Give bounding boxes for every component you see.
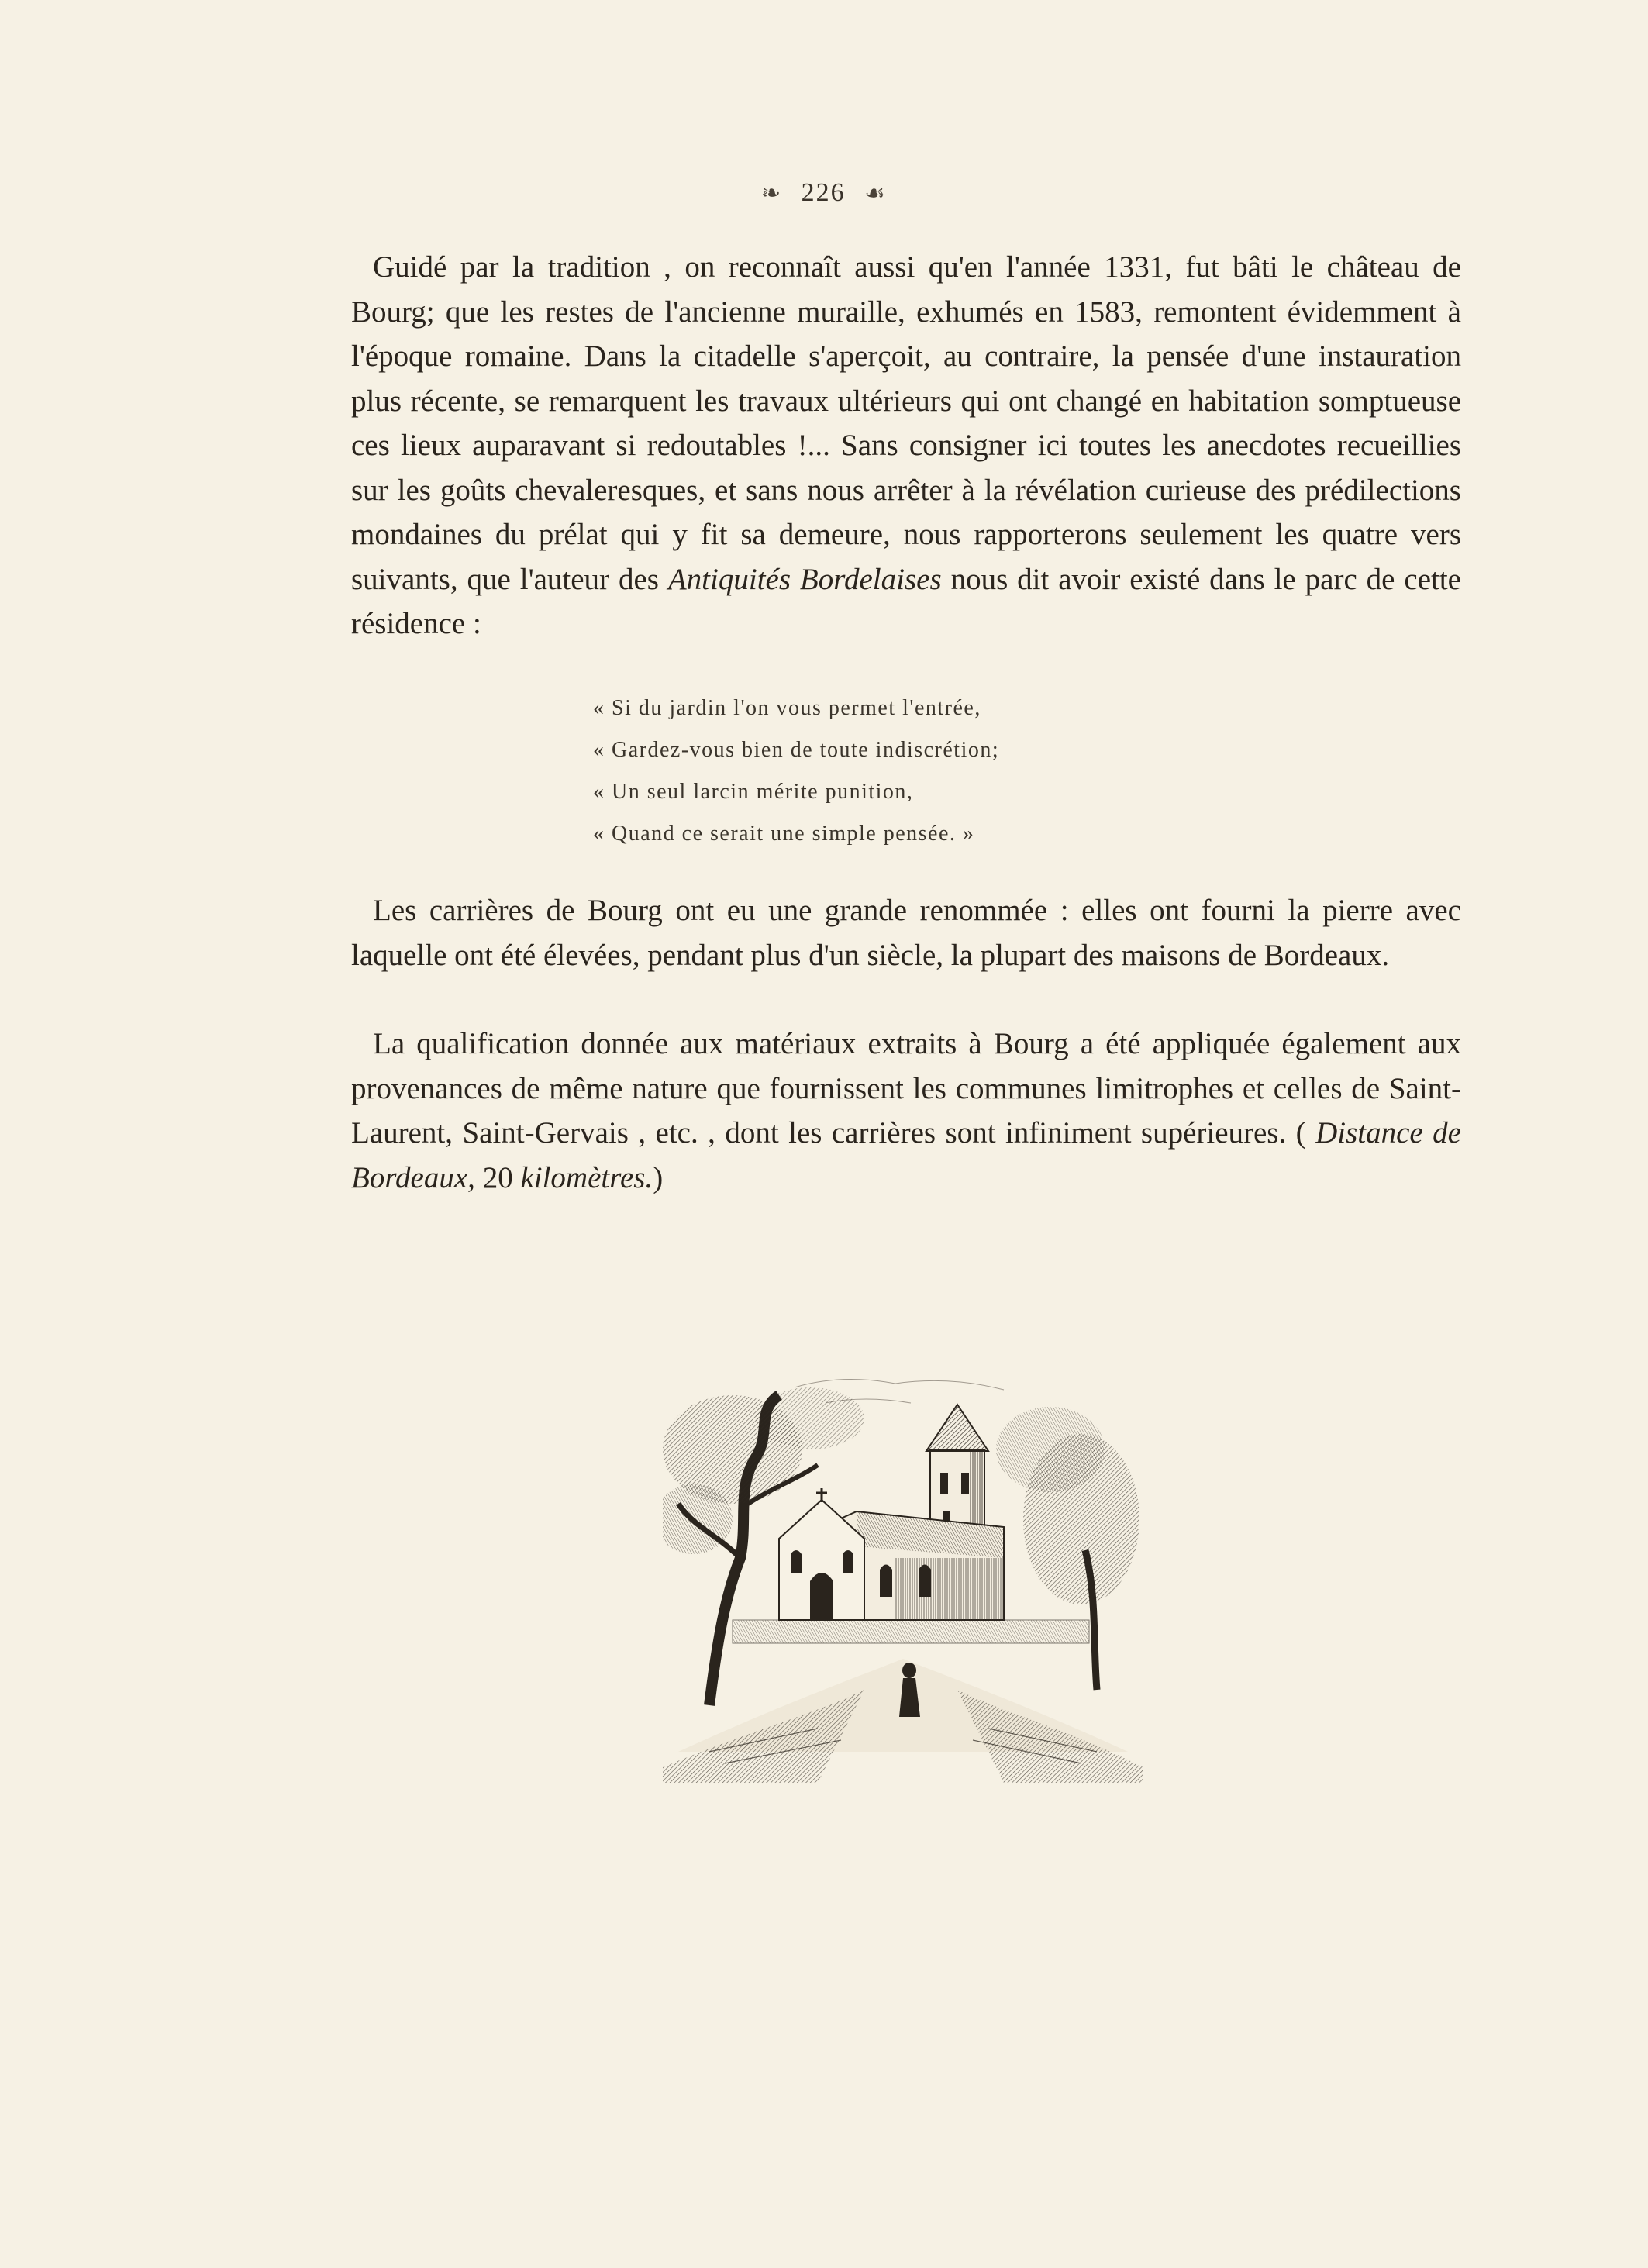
church-engraving-icon: [663, 1364, 1143, 1783]
ornament-right-icon: ☙: [864, 181, 888, 206]
page-number: 226: [801, 178, 846, 207]
paragraph-3-text: La qualification donnée aux matériaux extraits à Bourg a été appliquée également aux provenances de même nature que fournissent les communes limitrophes et celles de Saint-Laurent, Saint-Gervais , etc. , dont les carrières sont infiniment supérieures.: [351, 1027, 1461, 1150]
book-title: Antiquités Bordelaises: [667, 562, 942, 596]
verse-line: « Si du jardin l'on vous permet l'entrée,: [593, 696, 981, 720]
ornament-left-icon: ❧: [760, 181, 783, 206]
verse-line: « Gardez-vous bien de toute indiscrétion;: [593, 738, 1000, 762]
paragraph-1: [351, 245, 1461, 646]
distance-unit: kilomètres.: [520, 1160, 653, 1194]
paragraph-1-text: Guidé par la tradition , on reconnaît aussi qu'en l'année 1331, fut bâti le château de Bourg; que les restes de l'ancienne muraille, exhumés en 1583, remontent évidemment à l'époque romaine. Dans la citadelle s'aperçoit, au contraire, la pensée d'une instauration plus récente, se remarquent les travaux ultérieurs qui ont changé en habitation somptueuse ces lieux auparavant si redoutables !... Sans consigner ici toutes les anecdotes recueillies sur les goûts chevaleresques, et sans nous arrêter à la révélation curieuse des prédilections mondaines du prélat qui y fit sa demeure, nous rapporterons seulement les quatre vers suivants, que l'auteur des: [351, 250, 1461, 596]
distance-label: Distance de Bordeaux,: [351, 1116, 1461, 1194]
paragraph-2-text: Les carrières de Bourg ont eu une grande renommée : elles ont fourni la pierre avec laquelle ont été élevées, pendant plus d'un siècle, la plupart des maisons de Bordeaux.: [351, 894, 1461, 972]
verse-line: « Quand ce serait une simple pensée. »: [593, 822, 975, 846]
verse-quote: [593, 688, 1213, 855]
church-engraving: [663, 1364, 1143, 1783]
paren-open: (: [1295, 1116, 1306, 1150]
paren-close: ): [653, 1160, 664, 1194]
page-header: [0, 178, 1648, 208]
verse-line: « Un seul larcin mérite punition,: [593, 780, 914, 804]
paragraph-1-end: nous dit avoir existé dans le parc de cette résidence :: [351, 562, 1461, 640]
paragraph-3: [351, 1022, 1461, 1200]
paragraph-2: [351, 888, 1461, 977]
distance-value: 20: [482, 1160, 513, 1194]
